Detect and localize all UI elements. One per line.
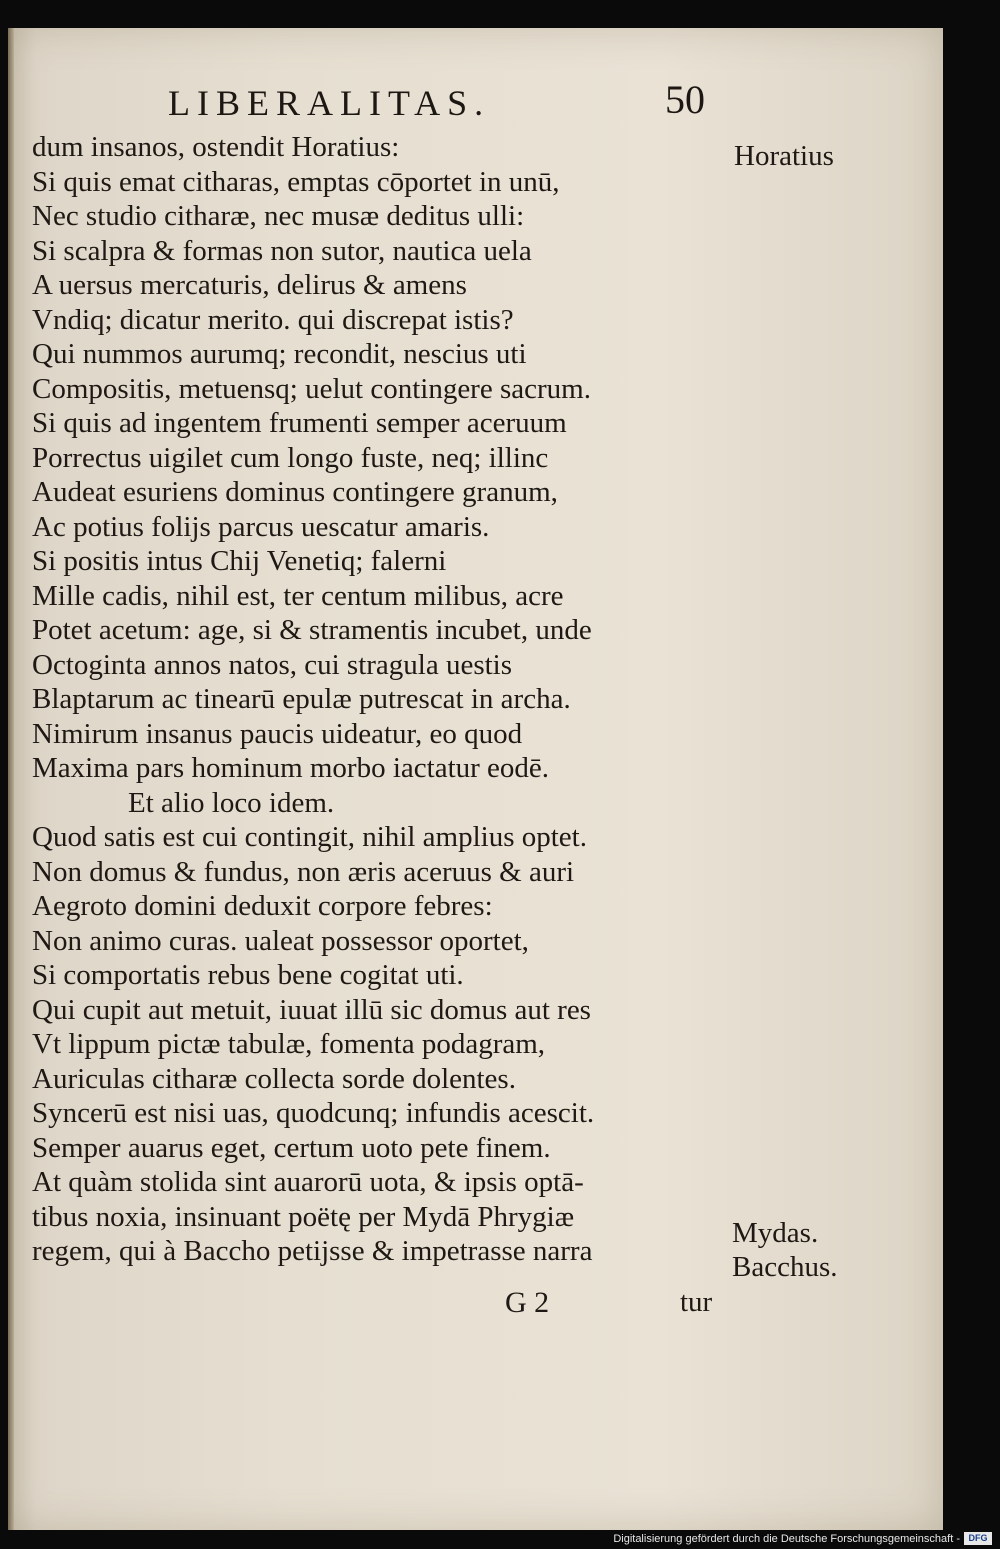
text-line: Porrectus uigilet cum longo fuste, neq; illinc [32, 441, 549, 474]
text-line: tibus noxia, insinuant poëtę per Mydā Phrygiæ [32, 1200, 575, 1233]
catchword: tur [680, 1286, 713, 1318]
page-number: 50 [665, 77, 705, 122]
text-line: Auriculas citharæ collecta sorde dolentes. [32, 1062, 516, 1095]
text-line: Syncerū est nisi uas, quodcunq; infundis acescit. [32, 1097, 595, 1129]
text-line: Audeat esuriens dominus contingere granum, [32, 476, 558, 508]
text-line: Mille cadis, nihil est, ter centum milibus, acre [32, 579, 564, 612]
text-line: A uersus mercaturis, delirus & amens [32, 269, 467, 301]
text-line: Nimirum insanus paucis uideatur, eo quod [32, 717, 523, 750]
dfg-logo: DFG [964, 1532, 992, 1545]
page-gutter-shadow [8, 28, 14, 1530]
text-line: dum insanos, ostendit Horatius: [32, 131, 400, 163]
text-line: Non animo curas. ualeat possessor oportet, [32, 924, 529, 957]
text-line: Semper auarus eget, certum uoto pete finem. [32, 1131, 551, 1164]
text-line: Octoginta annos natos, cui stragula uestis [32, 648, 513, 681]
text-line: Vt lippum pictæ tabulæ, fomenta podagram, [32, 1028, 546, 1060]
text-line: Aegroto domini deduxit corpore febres: [32, 890, 493, 922]
text-line: regem, qui à Baccho petijsse & impetrasse narra [32, 1235, 593, 1267]
text-line: Qui cupit aut metuit, iuuat illū sic domus aut res [32, 993, 591, 1026]
section-intro-line: Et alio loco idem. [128, 786, 335, 819]
text-line: Non domus & fundus, non æris aceruus & auri [32, 855, 575, 888]
text-block [32, 130, 732, 1269]
digitization-credit: Digitalisierung gefördert durch die Deutsche Forschungsgemeinschaft - [613, 1533, 960, 1545]
signature-mark: G 2 [505, 1286, 550, 1319]
text-line: Si scalpra & formas non sutor, nautica uela [32, 234, 532, 267]
margin-note-bacchus: Bacchus. [732, 1251, 838, 1283]
margin-note-horatius: Horatius [734, 140, 834, 172]
text-line: Potet acetum: age, si & stramentis incubet, unde [32, 614, 592, 646]
text-line: Compositis, metuensq; uelut contingere sacrum. [32, 372, 591, 405]
text-line: Ac potius folijs parcus uescatur amaris. [32, 510, 490, 543]
text-line: At quàm stolida sint auarorū uota, & ipsis optā- [32, 1166, 584, 1198]
text-line: Blaptarum ac tinearū epulæ putrescat in archa. [32, 683, 571, 715]
text-line: Maxima pars hominum morbo iactatur eodē. [32, 752, 550, 784]
running-head: LIBERALITAS. [168, 83, 491, 123]
text-line: Si quis emat citharas, emptas cōportet in unū, [32, 165, 560, 198]
text-line: Qui nummos aurumq; recondit, nescius uti [32, 338, 527, 370]
text-line: Quod satis est cui contingit, nihil amplius optet. [32, 821, 587, 853]
text-line: Si positis intus Chij Venetiq; falerni [32, 545, 447, 577]
margin-note-mydas: Mydas. [732, 1217, 819, 1249]
text-line: Nec studio citharæ, nec musæ deditus ulli: [32, 200, 525, 232]
text-line: Si quis ad ingentem frumenti semper aceruum [32, 407, 567, 439]
text-line: Si comportatis rebus bene cogitat uti. [32, 959, 464, 991]
text-line: Vndiq; dicatur merito. qui discrepat istis? [32, 303, 514, 336]
